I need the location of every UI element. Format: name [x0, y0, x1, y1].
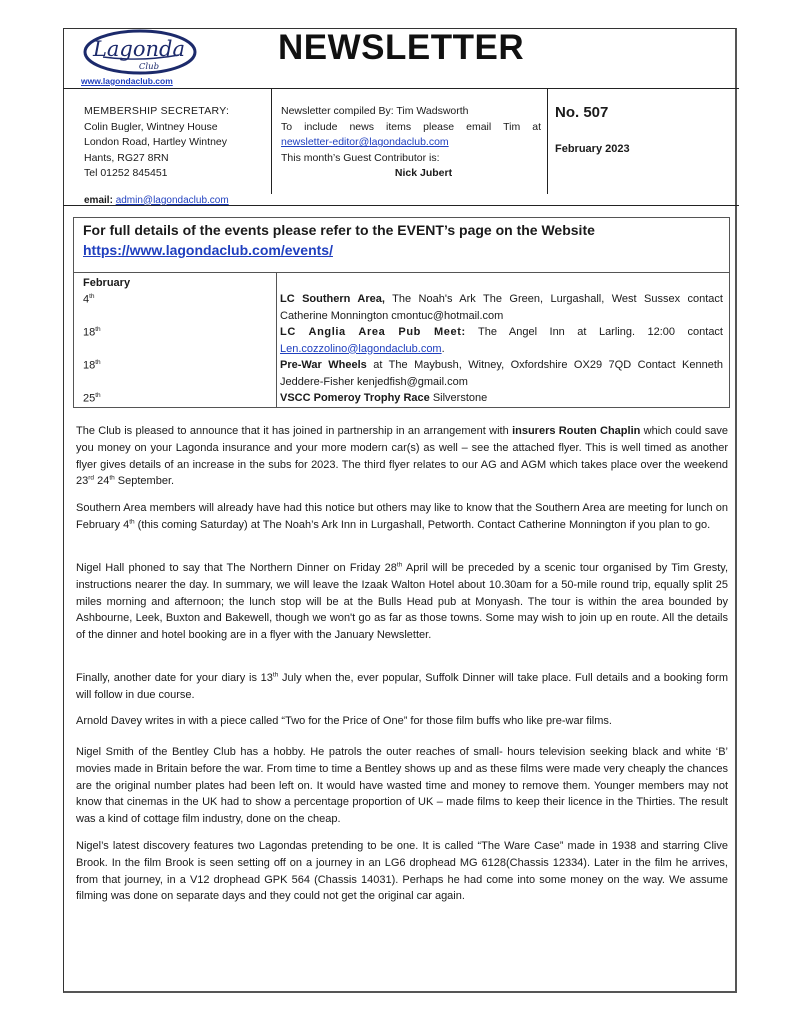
article-ware-case: Nigel’s latest discovery features two Lagondas pretending to be one. It is called “The Ware Case” made in 1938 and starring Clive Brook. In the film Brook is seen setting off on a journey in an LG6 drophead MG 6128(Chassis 12334). Later in the film he arrives, from that journey, in a V12 drophead GPK 564 (Chassis 14031). Perhaps he had come into some money on the way. We assume filming was done on separate days and they could not get the original car again.: [76, 840, 728, 903]
article-southern-area: Southern Area members will already have had this notice but others may like to know that the Southern Area are meeting for lunch on February 4th (this coming Saturday) at The Noah’s Ark Inn in Lurgashall, Petworth. Contact Catherine Monnington if you plan to go.: [76, 502, 728, 531]
membership-email-link[interactable]: admin@lagondaclub.com: [115, 194, 229, 206]
website-link[interactable]: www.lagondaclub.com: [81, 76, 173, 86]
event-row: [280, 357, 723, 390]
event-row: [280, 291, 723, 324]
compiler-line: Newsletter compiled By: Tim Wadsworth: [281, 105, 469, 117]
guest-contributor-label: This month’s Guest Contributor is:: [281, 151, 440, 164]
event-contact-email-link[interactable]: Len.cozzolino@lagondaclub.com: [280, 342, 442, 355]
article-insurance: The Club is pleased to announce that it has joined in partnership in an arrangement with insurers Routen Chaplin which could save you money on your Lagonda insurance and your more modern car(s) as well – see the attached flyer. This is well timed as another flyer gives details of an increase in the subs for 2023. The third flyer relates to our AG and AGM which takes place over the weekend 23rd 24th September.: [76, 425, 728, 488]
article-northern-dinner: Nigel Hall phoned to say that The Northern Dinner on Friday 28th April will be preceded by a scenic tour organised by Tim Gresty, instructions nearer the day. In summary, we will leave the Izaak Walton Hotel about 10.30am for a 50-mile round trip, equally split 25 miles morning and afternoon; the lunch stop will be at the Bulls Head pub at Monyash. The tour is within the area bounded by Ashbourne, Leek, Buxton and Bakewell, though we won't go as far as those towns. Some may wish to join up en route. All the details of the dinner and hotel booking are in a flyer with the January Newsletter.: [76, 561, 729, 642]
events-month: February: [83, 277, 131, 289]
article-arnold-davey: Arnold Davey writes in with a piece called “Two for the Price of One” for those film buffs who like pre-war films.: [76, 715, 612, 727]
header-divider: [63, 88, 739, 89]
membership-line: London Road, Hartley Wintney: [84, 136, 227, 148]
info-divider: [63, 205, 739, 206]
issue-date: February 2023: [555, 143, 630, 155]
svg-text:Lagonda: Lagonda: [92, 37, 186, 61]
info-column-divider-1: [271, 89, 272, 194]
event-row: [280, 390, 723, 407]
event-date: 4th: [83, 293, 95, 306]
info-column-divider-2: [547, 89, 548, 194]
event-details: The Noah's Ark The Green, Lurgashall, West Sussex contact Catherine Monnington cmontuc@hotmail.com: [280, 293, 723, 322]
lagonda-club-logo: [83, 29, 197, 75]
event-date: 18th: [83, 326, 101, 339]
event-row: LC Anglia Area Pub Meet: The Angel Inn at Larling. 12:00 contact Len.cozzolino@lagondaclub.com.: [280, 326, 723, 355]
event-details: at The Maybush, Witney, Oxfordshire OX29 7QD Contact Kenneth Jeddere-Fisher kenjedfish@gmail.com: [280, 359, 723, 388]
guest-contributor-name: Nick Jubert: [394, 167, 453, 179]
events-header-divider: [73, 272, 730, 273]
compiler-email-instruction: To include news items please email Tim at: [281, 120, 541, 133]
event-title: VSCC Pomeroy Trophy Race: [280, 392, 430, 404]
article-nigel-smith: Nigel Smith of the Bentley Club has a hobby. He patrols the outer reaches of small- hours television seeking black and white ‘B’ movies made in Britain before the war. From time to time a Bentley shows up and as these films were made very cheaply the chances are the original number plates had been left on. It would have wasted time and money to remove them. Younger members may not know that cinemas in the UK had to show a percentage proportion of UK – made films to keep their licence in the Thirties. The result was a kind of cottage film industry, done on the cheap.: [76, 746, 728, 826]
membership-heading: MEMBERSHIP SECRETARY:: [84, 105, 230, 117]
email-label: email:: [84, 194, 116, 206]
events-header: [83, 220, 595, 260]
event-title: Pre-War Wheels: [280, 359, 367, 371]
compiler-block: [281, 104, 541, 182]
editor-email-link[interactable]: newsletter-editor@lagondaclub.com: [281, 136, 449, 148]
event-date: 25th: [83, 392, 101, 405]
issue-block: [555, 104, 630, 155]
membership-line: Colin Bugler, Wintney House: [84, 120, 218, 133]
membership-secretary-block: [84, 104, 264, 208]
events-column-divider: [276, 272, 277, 408]
event-title: LC Anglia Area Pub Meet:: [280, 326, 466, 338]
event-details: Silverstone: [429, 392, 488, 404]
event-date: 18th: [83, 359, 101, 372]
events-page-link[interactable]: https://www.lagondaclub.com/events/: [83, 242, 333, 258]
issue-number: No. 507: [555, 104, 609, 121]
article-suffolk-dinner: Finally, another date for your diary is 13th July when the, ever popular, Suffolk Dinner will take place. Full details and a booking form will follow in due course.: [76, 671, 728, 701]
svg-text:Club: Club: [138, 62, 160, 72]
events-intro: For full details of the events please refer to the EVENT’s page on the Website: [83, 222, 595, 238]
membership-line: Hants, RG27 8RN: [84, 151, 169, 164]
event-title: LC Southern Area,: [280, 293, 385, 305]
newsletter-title: NEWSLETTER: [278, 28, 525, 67]
membership-line: Tel 01252 845451: [84, 167, 168, 179]
event-details: The Angel Inn at Larling. 12:00 contact: [465, 326, 723, 338]
